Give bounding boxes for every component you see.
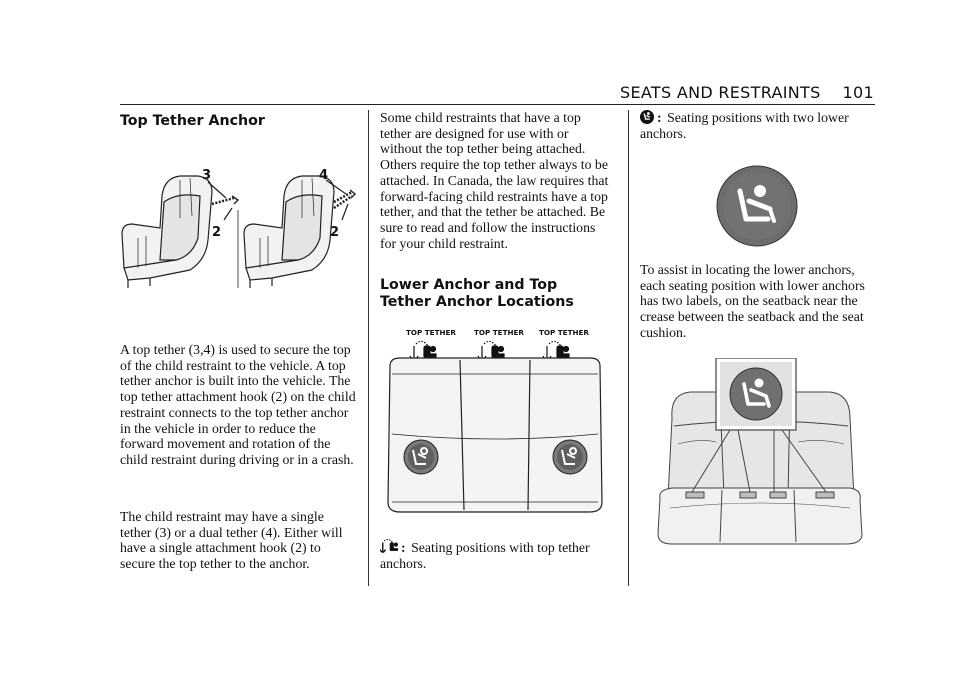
callout-4: 4 — [319, 168, 329, 183]
top-tether-label: TOP TETHER — [474, 328, 524, 337]
paragraph-tether-requirements: Some child restraints that have a top tether are designed for use with or without the top tether being attached. Others require the top tether always to be attached. In Canada, the law requires that forward-facing child restraints have a top tether, and that the tether be attached. Be sure to read and follow the instructions for your child restraint. — [380, 110, 609, 251]
lower-anchor-label-icon — [730, 368, 782, 420]
paragraph-top-tether-description: A top tether (3,4) is used to secure the top of the child restraint to the vehicle. A top tether anchor is built into the vehicle. The top tether attachment hook (2) on the child restraint connects to the top tether anchor in the vehicle in order to reduce the forward movement and rotation of the child restraint during driving or in a crash. — [120, 342, 356, 467]
lower-anchor-symbol-icon — [640, 110, 654, 124]
rear-seat-anchor-figure — [380, 326, 612, 516]
header-rule — [120, 104, 875, 105]
page-number: 101 — [842, 83, 874, 102]
paragraph-top-tether-symbol: : Seating positions with top tether anchors. — [380, 540, 590, 571]
top-tether-symbol-caption: Seating positions with top tether anchors. — [380, 540, 590, 571]
top-tether-symbol-icon — [380, 538, 398, 554]
top-tether-figure — [120, 168, 356, 296]
column-divider — [368, 110, 369, 586]
top-tether-symbol-icon — [410, 341, 569, 360]
callout-2: 2 — [212, 225, 222, 240]
page-header — [620, 83, 874, 102]
lower-anchor-symbol-figure — [716, 165, 798, 247]
section-heading-anchor-locations: Lower Anchor and Top Tether Anchor Locations — [380, 277, 574, 310]
paragraph-lower-anchor-labels: To assist in locating the lower anchors, each seating position with lower anchors has two labels, on the seatback near the crease between the seatback and the seat cushion. — [640, 262, 865, 340]
column-divider — [628, 110, 629, 586]
rear-seat-label-figure — [650, 358, 866, 548]
top-tether-label: TOP TETHER — [539, 328, 589, 337]
top-tether-label: TOP TETHER — [406, 328, 456, 337]
section-title: SEATS AND RESTRAINTS — [620, 83, 821, 102]
rear-bench-seat — [388, 358, 602, 512]
callout-3: 3 — [202, 168, 212, 183]
lower-anchor-disc-right — [553, 440, 587, 474]
lower-anchor-symbol-caption: Seating positions with two lower anchors. — [640, 110, 849, 141]
section-heading-top-tether-anchor: Top Tether Anchor — [120, 113, 265, 129]
lower-anchor-disc-left — [404, 440, 438, 474]
paragraph-lower-anchor-symbol: : Seating positions with two lower anchors. — [640, 110, 849, 141]
paragraph-single-dual-tether: The child restraint may have a single tether (3) or a dual tether (4). Either will have a single attachment hook (2) to secure the top tether to the anchor. — [120, 509, 343, 572]
callout-2b: 2 — [330, 225, 340, 240]
